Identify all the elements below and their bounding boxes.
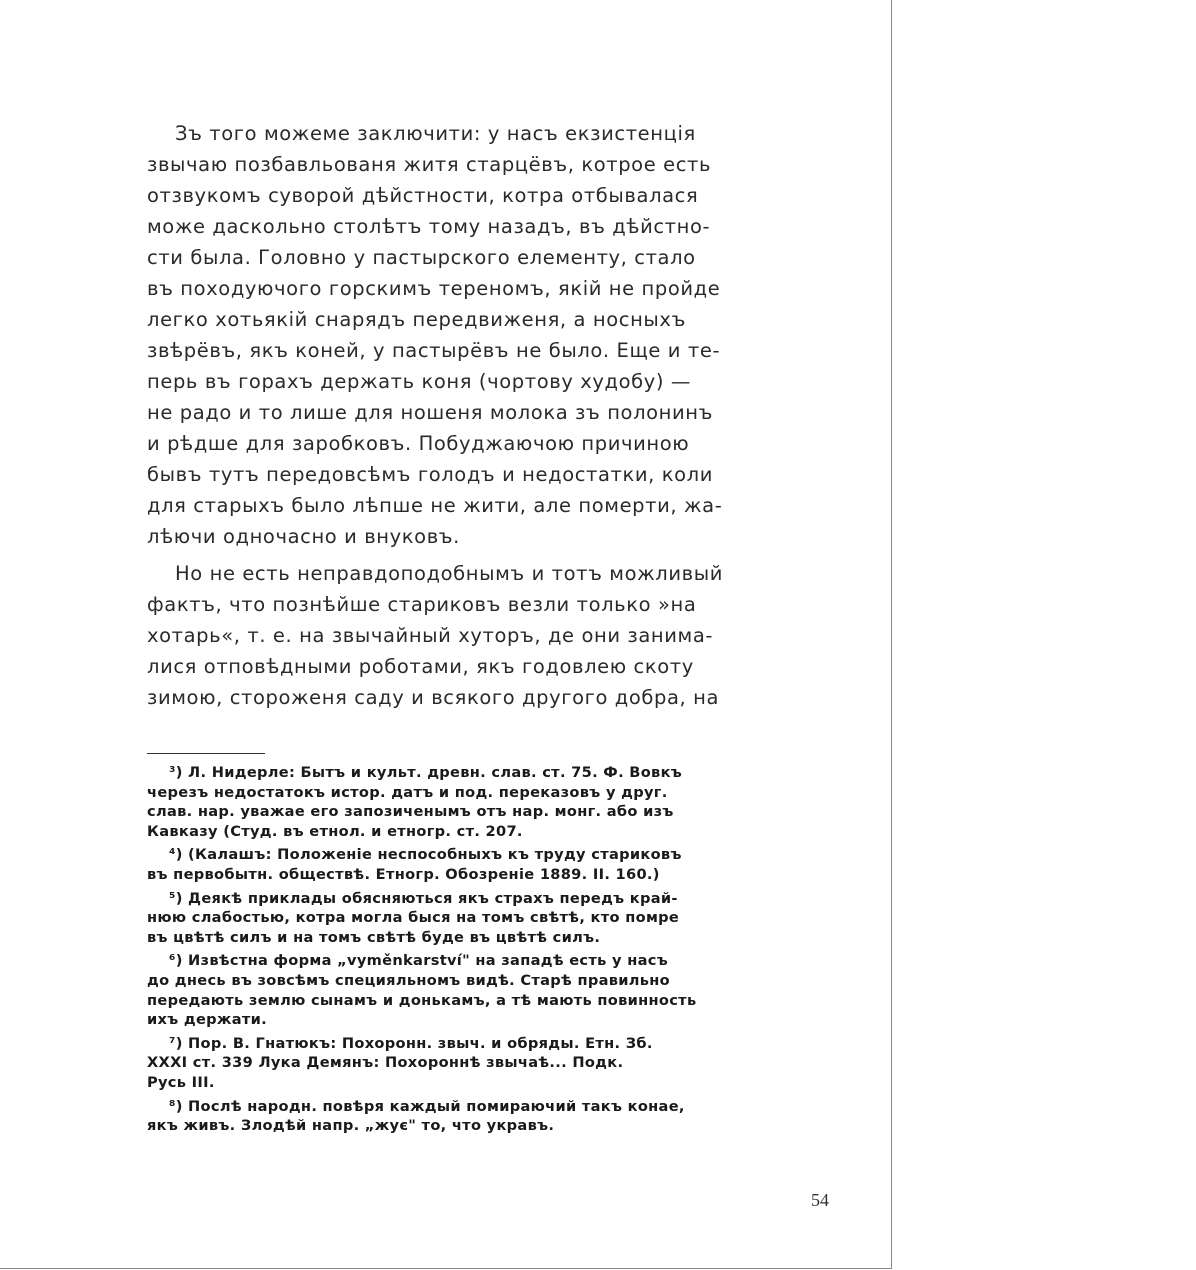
footnote-8 [147, 1097, 759, 1136]
footnote-separator [147, 753, 265, 754]
text-line: легко хотьякій снарядъ передвиженя, а носныхъ [147, 308, 686, 331]
footnote-line: Русь III. [147, 1073, 215, 1091]
text-line: лѣючи одночасно и внуковъ. [147, 525, 460, 548]
footnote-line: Кавказу (Студ. въ етнол. и етногр. ст. 207. [147, 822, 523, 840]
footnote-line: нюю слабостью, котра могла быся на томъ свѣтѣ, кто помре [147, 909, 680, 927]
footnote-line: ⁶) Извѣстна форма „vyměnkarství" на западѣ есть у насъ [169, 952, 668, 970]
text-line: Зъ того можеме заключити: у насъ екзистенція [175, 122, 696, 145]
text-line: звычаю позбавльованя житя старцёвъ, котрое есть [147, 153, 712, 176]
text-line: хотарь«, т. е. на звычайный хуторъ, де они занима- [147, 624, 714, 647]
text-line: може даскольно столѣтъ тому назадъ, въ дѣйстно- [147, 215, 711, 238]
footnote-line: слав. нар. уважае его запозиченымъ отъ нар. монг. або изъ [147, 803, 674, 821]
page-number: 54 [811, 1190, 829, 1210]
footnote-line: ⁴) (Калашъ: Положеніе неспособныхъ къ труду стариковъ [169, 846, 682, 864]
text-line: фактъ, что познѣйше стариковъ везли только »на [147, 593, 697, 616]
text-line: въ походуючого горскимъ тереномъ, якій не пройде [147, 277, 721, 300]
text-line: звѣрёвъ, якъ коней, у пастырёвъ не было. Еще и те- [147, 339, 721, 362]
text-line: для старыхъ было лѣпше не жити, але померти, жа- [147, 494, 723, 517]
text-line: не радо и то лише для ношеня молока зъ полонинъ [147, 401, 714, 424]
footnote-line: до днесь въ зовсѣмъ специяльномъ видѣ. Старѣ правильно [147, 971, 671, 989]
main-text [147, 118, 757, 713]
footnote-line: въ цвѣтѣ силъ и на томъ свѣтѣ буде въ цвѣтѣ силъ. [147, 928, 601, 946]
text-line: бывъ тутъ передовсѣмъ голодъ и недостатки, коли [147, 463, 714, 486]
text-line: сти была. Головно у пастырского елементу, стало [147, 246, 696, 269]
text-line: отзвукомъ суворой дѣйстности, котра отбывалася [147, 184, 699, 207]
footnote-line: ⁸) Послѣ народн. повѣря каждый помираючий такъ конае, [169, 1097, 685, 1115]
footnote-line: ихъ держати. [147, 1011, 268, 1029]
footnote-line: въ первобытн. обществѣ. Етногр. Обозреніе 1889. II. 160.) [147, 865, 660, 883]
text-line: зимою, стороженя саду и всякого другого добра, на [147, 686, 720, 709]
footnote-line: передають землю сынамъ и донькамъ, а тѣ мають повинность [147, 991, 697, 1009]
text-line: лися отповѣдными роботами, якъ годовлею скоту [147, 655, 694, 678]
paragraph-1 [147, 118, 757, 552]
footnote-line: ³) Л. Нидерле: Бытъ и культ. древн. слав. ст. 75. Ф. Вовкъ [169, 764, 683, 781]
footnote-line: черезъ недостатокъ истор. датъ и под. переказовъ у друг. [147, 783, 668, 801]
footnote-line: ⁷) Пор. В. Гнатюкъ: Похоронн. звыч. и обряды. Етн. Зб. [169, 1034, 653, 1052]
footnote-line: якъ живъ. Злодѣй напр. „жує" то, что укравъ. [147, 1117, 555, 1135]
footnote-6 [147, 951, 759, 1029]
footnote-4 [147, 845, 759, 884]
footnote-line: XXXI ст. 339 Лука Демянъ: Похороннѣ звычаѣ... Подк. [147, 1054, 624, 1072]
footnote-line: ⁵) Деякѣ приклады обясняються якъ страхъ передъ край- [169, 889, 678, 907]
footnote-5 [147, 889, 759, 948]
text-line: перь въ горахъ держать коня (чортову худобу) — [147, 370, 692, 393]
text-line: Но не есть неправдоподобнымъ и тотъ можливый [175, 562, 723, 585]
text-line: и рѣдше для заробковъ. Побуджаючою причиною [147, 432, 690, 455]
paragraph-2 [147, 558, 757, 713]
footnotes [147, 763, 759, 1140]
footnote-7 [147, 1034, 759, 1093]
footnote-3 [147, 763, 759, 841]
